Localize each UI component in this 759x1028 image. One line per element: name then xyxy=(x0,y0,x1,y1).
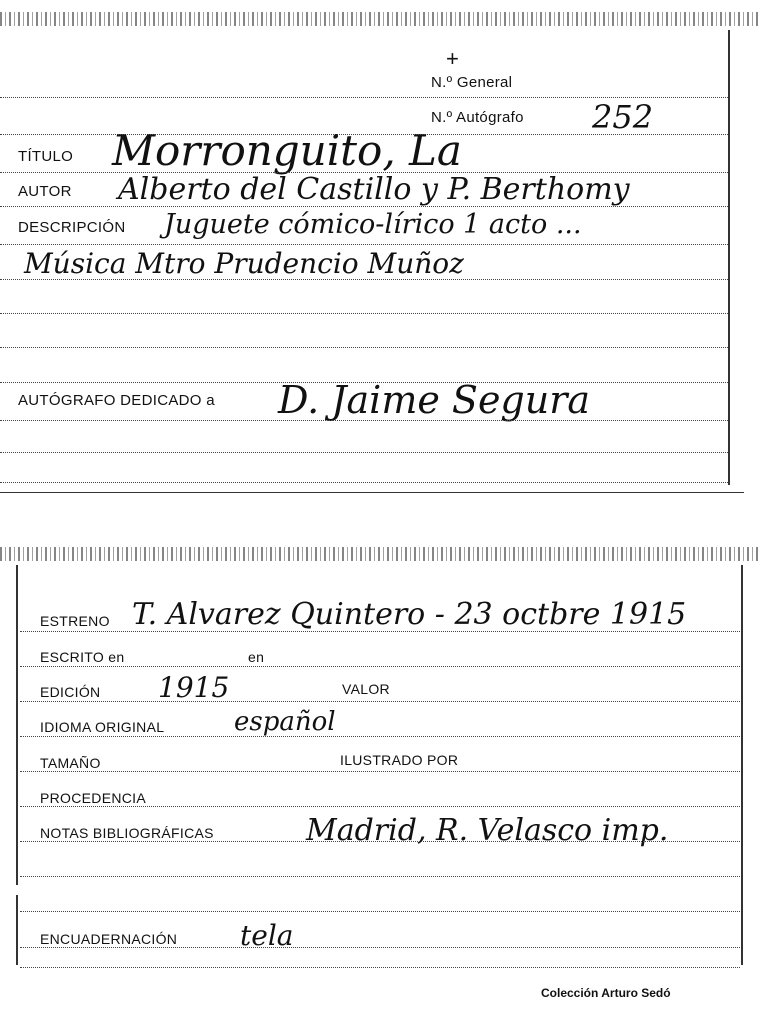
descripcion-line2: Música Mtro Prudencio Muñoz xyxy=(24,247,464,280)
rule-bottom-1 xyxy=(0,452,728,453)
rule-edicion xyxy=(20,701,740,702)
estreno-value: T. Alvarez Quintero - 23 octbre 1915 xyxy=(132,597,687,632)
autor-label: AUTOR xyxy=(18,183,72,200)
rule-desc-4 xyxy=(0,347,728,348)
catalog-card-bottom xyxy=(0,495,759,1028)
coleccion-footer: Colección Arturo Sedó xyxy=(541,986,671,1000)
edicion-label: EDICIÓN xyxy=(40,684,101,700)
rule-bottom-card2 xyxy=(20,967,740,968)
rule-notas-3 xyxy=(20,911,740,912)
idioma-value: español xyxy=(234,707,336,737)
idioma-label: IDIOMA ORIGINAL xyxy=(40,719,165,735)
escrito-en-label: en xyxy=(248,649,265,665)
descripcion-value: Juguete cómico-lírico 1 acto ... xyxy=(164,209,582,240)
rule-descripcion xyxy=(0,244,728,245)
procedencia-label: PROCEDENCIA xyxy=(40,790,146,806)
dedicado-label: AUTÓGRAFO DEDICADO a xyxy=(18,392,215,409)
rule-dedicado xyxy=(0,420,728,421)
rule-notas-2 xyxy=(20,876,740,877)
titulo-value: Morronguito, La xyxy=(112,126,462,175)
rule-idioma xyxy=(20,736,740,737)
card-right-border xyxy=(728,30,730,485)
rule-desc-3 xyxy=(0,313,728,314)
card-top-edge xyxy=(0,12,759,26)
rule-notas xyxy=(20,841,740,842)
edicion-value: 1915 xyxy=(158,671,230,704)
catalog-card-top xyxy=(0,0,759,495)
card2-top-edge xyxy=(0,547,759,561)
notas-label: NOTAS BIBLIOGRÁFICAS xyxy=(40,825,214,841)
card1-bottom-border xyxy=(0,492,744,493)
encuadernacion-value: tela xyxy=(240,919,294,952)
n-autografo-value: 252 xyxy=(592,98,654,136)
n-autografo-label: N.º Autógrafo xyxy=(431,109,524,126)
dedicado-value: D. Jaime Segura xyxy=(278,378,591,422)
card2-right-border xyxy=(741,565,743,965)
rule-escrito xyxy=(20,666,740,667)
rule-procedencia xyxy=(20,806,740,807)
n-general-label: N.º General xyxy=(431,74,513,91)
card2-left-border xyxy=(16,565,18,885)
ilustrado-label: ILUSTRADO POR xyxy=(340,752,459,768)
tamano-label: TAMAÑO xyxy=(40,755,101,771)
escrito-label: ESCRITO en xyxy=(40,649,125,665)
rule-bottom-2 xyxy=(0,482,728,483)
estreno-label: ESTRENO xyxy=(40,613,110,629)
encuadernacion-label: ENCUADERNACIÓN xyxy=(40,931,178,947)
rule-desc-2 xyxy=(0,279,728,280)
cross-mark: + xyxy=(446,46,459,71)
rule-tamano xyxy=(20,771,740,772)
rule-autor xyxy=(0,206,728,207)
rule-estreno xyxy=(20,631,740,632)
card2-left-border-lower xyxy=(16,895,18,965)
notas-value: Madrid, R. Velasco imp. xyxy=(306,813,669,848)
titulo-label: TÍTULO xyxy=(18,148,74,165)
autor-value: Alberto del Castillo y P. Berthomy xyxy=(118,172,630,207)
valor-label: VALOR xyxy=(342,681,390,697)
descripcion-label: DESCRIPCIÓN xyxy=(18,219,126,236)
rule-encuadernacion xyxy=(20,947,740,948)
